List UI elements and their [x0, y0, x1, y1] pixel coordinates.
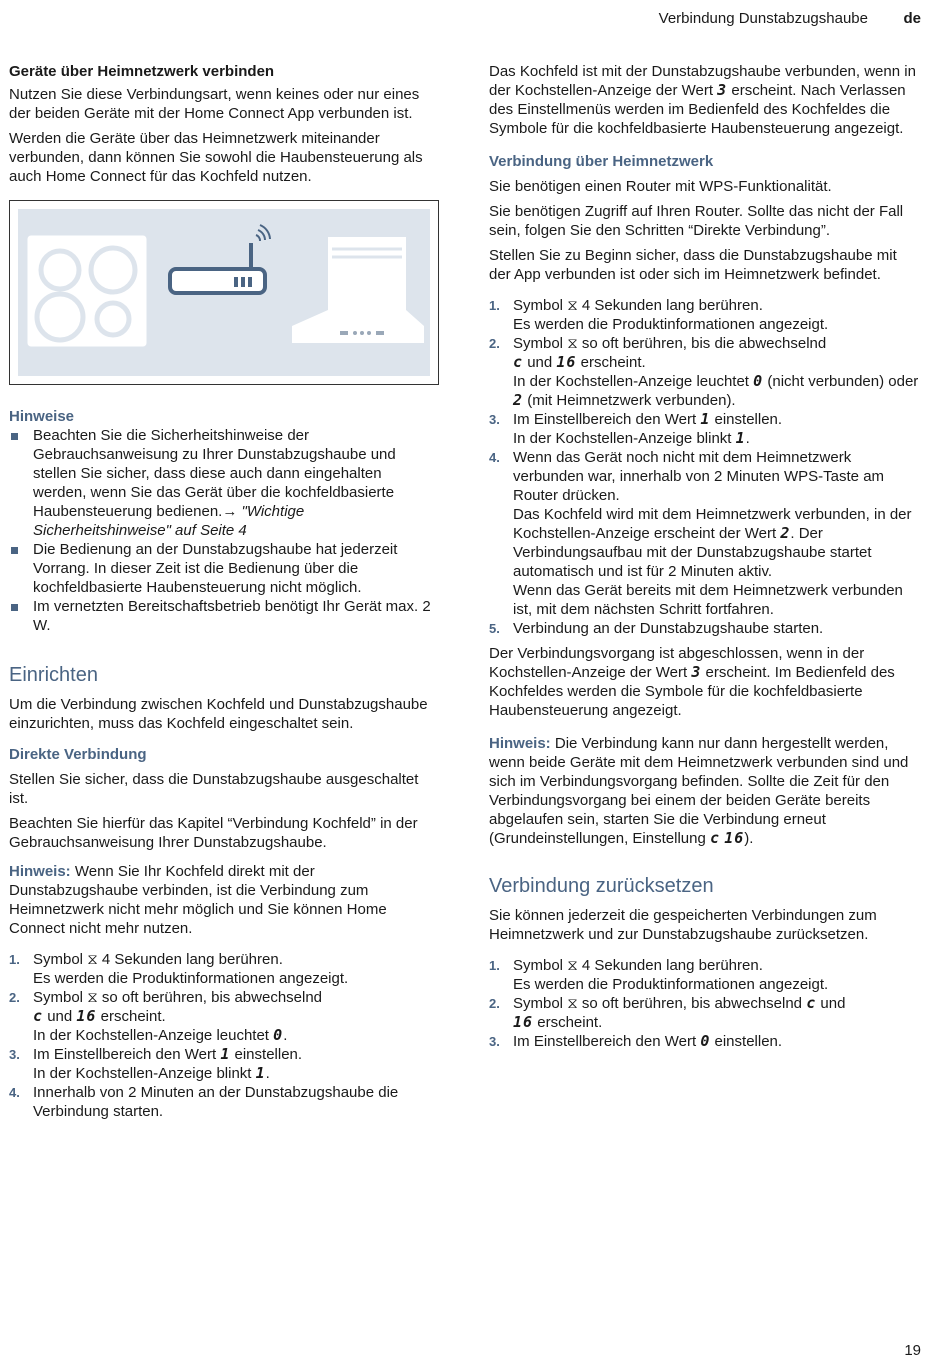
list-item [9, 988, 439, 1045]
step-result: Es werden die Produktinformationen angezeigt. [513, 976, 829, 993]
paragraph-text: Das Kochfeld ist mit der Dunstabzugshaube verbunden, wenn in der Kochstellen-Anzeige der Wert [489, 63, 916, 99]
step-number: 2. [489, 336, 500, 351]
step-result: . Der Verbindungsaufbau mit der Dunstabzugshaube startet automatisch und ist für 2 Minuten aktiv. [513, 525, 872, 580]
step-number: 4. [489, 450, 500, 465]
step-text: 4 Sekunden lang berühren. [577, 297, 763, 314]
paragraph: Nutzen Sie diese Verbindungsart, wenn keines oder nur eines der beiden Geräte mit der Home Connect App verbunden ist. [9, 86, 420, 122]
illustration-svg [10, 201, 438, 384]
page-number: 19 [904, 1342, 921, 1359]
step-number: 3. [489, 1034, 500, 1049]
paragraph-text: Der Verbindungsvorgang ist abgeschlossen, wenn in der Kochstellen-Anzeige der Wert [489, 645, 865, 681]
step-result: (nicht verbunden) oder [763, 373, 919, 390]
display-value-0: 0 [753, 372, 764, 390]
language-code: de [903, 10, 921, 27]
display-value-1: 1 [700, 410, 711, 428]
step-text: und [43, 1008, 77, 1025]
paragraph: Stellen Sie zu Beginn sicher, dass die Dunstabzugshaube mit der App verbunden ist oder sich im Heimnetzwerk befindet. [489, 247, 897, 283]
hourglass-icon: ⧖ [567, 994, 578, 1012]
section-title-home-network: Geräte über Heimnetzwerk verbinden [9, 63, 275, 80]
hourglass-icon: ⧖ [87, 988, 98, 1006]
step-text: 4 Sekunden lang berühren. [577, 957, 763, 974]
step-text: so oft berühren, bis abwechselnd [97, 989, 323, 1006]
display-value-0: 0 [273, 1026, 284, 1044]
step-text: so oft berühren, bis die abwechselnd [577, 335, 827, 352]
step-result: Wenn das Gerät bereits mit dem Heimnetzwerk verbunden ist, mit dem nächsten Schritt fortfahren. [513, 582, 903, 618]
list-item [489, 448, 919, 619]
running-header-title: Verbindung Dunstabzugshaube [658, 10, 868, 27]
paragraph: Sie benötigen einen Router mit WPS-Funktionalität. [489, 178, 832, 195]
paragraph [489, 644, 919, 720]
step-text: Symbol [513, 995, 568, 1012]
list-item [489, 334, 919, 410]
notes-list [9, 426, 439, 635]
list-item: Im vernetzten Bereitschaftsbetrieb benötigt Ihr Gerät max. 2 W. [9, 597, 439, 635]
list-item [489, 994, 919, 1032]
display-value-2: 2 [513, 391, 524, 409]
step-text: Im Einstellbereich den Wert [33, 1046, 221, 1063]
step-text: erscheint. [533, 1014, 603, 1031]
subsection-title-direct: Direkte Verbindung [9, 746, 147, 763]
left-column [9, 62, 439, 1127]
section-title-setup: Einrichten [9, 664, 98, 686]
step-text: einstellen. [710, 411, 783, 428]
display-value-16: 16 [513, 1013, 534, 1031]
step-text: 4 Sekunden lang berühren. [97, 951, 283, 968]
paragraph: Werden die Geräte über das Heimnetzwerk miteinander verbunden, dann können Sie sowohl die Haubensteuerung als auch Home Connect für das Kochfeld nutzen. [9, 130, 423, 185]
step-text: Symbol [33, 951, 88, 968]
step-text: Symbol [513, 957, 568, 974]
direct-steps-list [9, 950, 439, 1121]
step-text: einstellen. [710, 1033, 783, 1050]
paragraph: Stellen Sie sicher, dass die Dunstabzugshaube ausgeschaltet ist. [9, 771, 419, 807]
display-symbol-c: c [513, 353, 524, 371]
paragraph: Sie benötigen Zugriff auf Ihren Router. Sollte das nicht der Fall sein, folgen Sie den Schritten “Direkte Verbindung”. [489, 203, 904, 239]
step-text: Im Einstellbereich den Wert [513, 411, 701, 428]
step-text: und [816, 995, 846, 1012]
step-result: Es werden die Produktinformationen angezeigt. [513, 316, 829, 333]
subsection-title-home-network: Verbindung über Heimnetzwerk [489, 153, 714, 170]
note-paragraph [489, 734, 919, 848]
display-value-16: 16 [76, 1007, 97, 1025]
note-text: Beachten Sie die Sicherheitshinweise der Gebrauchsanweisung zu Ihrer Dunstabzugshaube und stellen Sie sicher, dass diese auch dann eingehalten werden, wenn Sie das Gerät über die kochfeldbasierte Haubensteuerung bedienen. [33, 427, 396, 520]
step-number: 1. [489, 958, 500, 973]
step-result: Das Kochfeld wird mit dem Heimnetzwerk verbunden, in der Kochstellen-Anzeige erscheint der Wert [513, 506, 912, 542]
paragraph: Um die Verbindung zwischen Kochfeld und Dunstabzugshaube einzurichten, muss das Kochfeld eingeschaltet sein. [9, 696, 428, 732]
note-label: Hinweis: [9, 863, 71, 880]
display-value-0: 0 [700, 1032, 711, 1050]
list-item: Die Bedienung an der Dunstabzugshaube hat jederzeit Vorrang. In dieser Zeit ist die Bedienung über die kochfeldbasierte Haubensteuerung nicht möglich. [9, 540, 439, 597]
display-value-3: 3 [717, 81, 728, 99]
arrow-icon: → [222, 503, 238, 520]
cross-reference-link[interactable]: "Wichtige Sicherheitshinweise" auf Seite 4 [33, 503, 305, 539]
display-value-1: 1 [220, 1045, 231, 1063]
display-symbol-c: c [806, 994, 817, 1012]
hourglass-icon: ⧖ [567, 956, 578, 974]
step-text: Symbol [513, 297, 568, 314]
display-value-3: 3 [691, 663, 702, 681]
step-number: 3. [9, 1047, 20, 1062]
step-number: 1. [9, 952, 20, 967]
note-paragraph [9, 862, 439, 938]
note-text: Die Verbindung kann nur dann hergestellt werden, wenn beide Geräte mit dem Heimnetzwerk verbunden sind und sich im Verbindungsvorgang befinden. Sollte die Zeit für den Verbindungsvorgang bei einem der beiden Geräte bereits abgelaufen sein, starten Sie die Verbindung erneut (Grundeinstellungen, Einstellung [489, 735, 909, 847]
step-result: . [265, 1065, 270, 1082]
note-text: Wenn Sie Ihr Kochfeld direkt mit der Dunstabzugshaube verbinden, ist die Verbindung zum Heimnetzwerk nicht mehr möglich und Sie können Home Connect nicht mehr nutzen. [9, 863, 387, 937]
step-text: Innerhalb von 2 Minuten an der Dunstabzugshaube die Verbindung starten. [33, 1084, 399, 1120]
hourglass-icon: ⧖ [567, 296, 578, 314]
display-value-16: 16 [556, 353, 577, 371]
hourglass-icon: ⧖ [567, 334, 578, 352]
right-column [489, 62, 919, 1057]
paragraph: Beachten Sie hierfür das Kapitel “Verbindung Kochfeld” in der Gebrauchsanweisung Ihrer Dunstabzugshaube. [9, 815, 418, 851]
step-number: 2. [489, 996, 500, 1011]
display-value-16: 16 [724, 829, 745, 847]
step-number: 3. [489, 412, 500, 427]
display-value-1: 1 [735, 429, 746, 447]
list-item [489, 956, 919, 994]
step-text: Im Einstellbereich den Wert [513, 1033, 701, 1050]
step-result: Es werden die Produktinformationen angezeigt. [33, 970, 349, 987]
step-text: Symbol [33, 989, 88, 1006]
list-item [489, 1032, 919, 1051]
step-result: In der Kochstellen-Anzeige blinkt [513, 430, 736, 447]
step-result: In der Kochstellen-Anzeige leuchtet [33, 1027, 274, 1044]
paragraph [489, 62, 919, 138]
list-item [489, 296, 919, 334]
notes-heading: Hinweise [9, 408, 75, 425]
note-label: Hinweis: [489, 735, 551, 752]
step-text: so oft berühren, bis abwechselnd [577, 995, 807, 1012]
list-item [489, 619, 919, 638]
step-text: einstellen. [230, 1046, 303, 1063]
step-text: erscheint. [96, 1008, 166, 1025]
list-item [489, 410, 919, 448]
step-number: 4. [9, 1085, 20, 1100]
step-text: Wenn das Gerät noch nicht mit dem Heimnetzwerk verbunden war, innerhalb von 2 Minuten WPS-Taste am Router drücken. [513, 449, 885, 504]
note-text: ). [744, 830, 754, 847]
list-item [9, 1083, 439, 1121]
list-item [9, 1045, 439, 1083]
hourglass-icon: ⧖ [87, 950, 98, 968]
step-result: . [283, 1027, 288, 1044]
paragraph-text: erscheint. Im Bedienfeld des Kochfeldes werden die Symbole für die kochfeldbasierte Haubensteuerung angezeigt. [489, 664, 895, 719]
step-text: Symbol [513, 335, 568, 352]
section-title-reset: Verbindung zurücksetzen [489, 875, 714, 897]
display-value-1: 1 [255, 1064, 266, 1082]
reset-steps-list [489, 956, 919, 1051]
step-text: erscheint. [576, 354, 646, 371]
step-number: 5. [489, 621, 500, 636]
display-value-2: 2 [780, 524, 791, 542]
paragraph-text: erscheint. Nach Verlassen des Einstellmenüs werden im Bedienfeld des Kochfeldes die Symbole für die kochfeldbasierte Haubensteuerung angezeigt. [489, 82, 906, 137]
home-network-steps-list [489, 296, 919, 638]
list-item [9, 426, 439, 540]
step-result: In der Kochstellen-Anzeige leuchtet [513, 373, 754, 390]
connection-illustration [9, 200, 439, 385]
step-result: In der Kochstellen-Anzeige blinkt [33, 1065, 256, 1082]
step-text: Verbindung an der Dunstabzugshaube starten. [513, 620, 824, 637]
cooktop-icon [28, 236, 146, 346]
step-result: (mit Heimnetzwerk verbunden). [523, 392, 736, 409]
step-text: und [523, 354, 557, 371]
paragraph: Sie können jederzeit die gespeicherten Verbindungen zum Heimnetzwerk und zur Dunstabzugshaube zurücksetzen. [489, 907, 877, 943]
display-symbol-c: c [33, 1007, 44, 1025]
step-result: . [745, 430, 750, 447]
display-symbol-c: c [709, 829, 721, 847]
list-item [9, 950, 439, 988]
step-number: 1. [489, 298, 500, 313]
step-number: 2. [9, 990, 20, 1005]
